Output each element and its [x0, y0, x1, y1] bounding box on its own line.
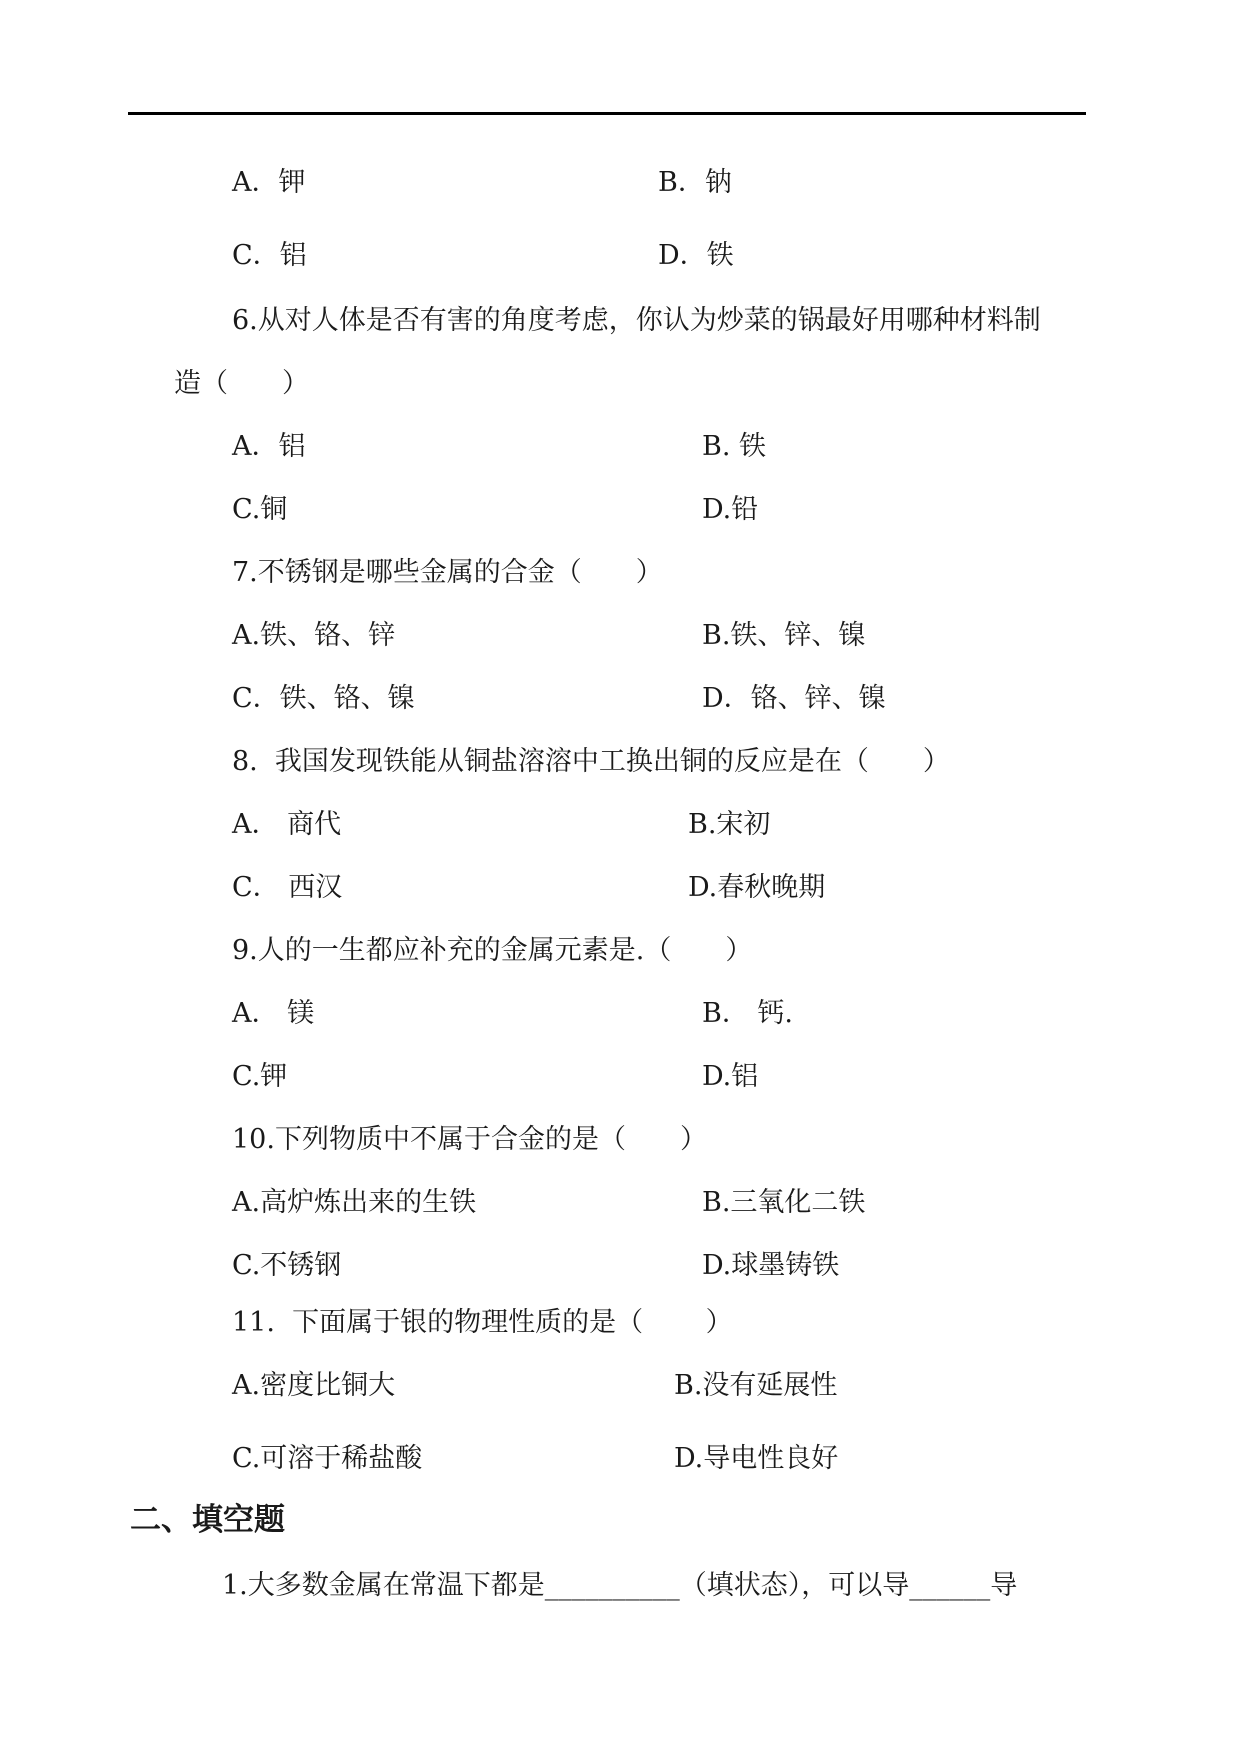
q7-option-b: B.铁、锌、镍 [702, 620, 866, 651]
q8-stem: 8. 我国发现铁能从铜盐溶溶中工换出铜的反应是在（ ） [232, 746, 950, 777]
q11-option-d: D.导电性良好 [674, 1443, 839, 1474]
q6-option-d: D.铅 [702, 494, 759, 525]
q9-stem: 9.人的一生都应补充的金属元素是.（ ） [232, 935, 753, 966]
q10-option-c: C.不锈钢 [232, 1250, 342, 1281]
q5-option-a: A．钾 [232, 167, 306, 198]
q10-stem: 10.下列物质中不属于合金的是（ ） [232, 1124, 707, 1155]
q5-option-b: B．钠 [658, 167, 732, 198]
q6-stem-line1: 6.从对人体是否有害的角度考虑，你认为炒菜的锅最好用哪种材料制 [232, 305, 1041, 336]
q8-option-d: D.春秋晚期 [688, 872, 826, 903]
q6-option-c: C.铜 [232, 494, 288, 525]
q7-option-c: C．铁、铬、镍 [232, 683, 415, 714]
q11-option-c: C.可溶于稀盐酸 [232, 1443, 423, 1474]
q8-option-b: B.宋初 [688, 809, 771, 840]
q9-option-b: B． 钙. [702, 998, 794, 1029]
q7-option-d: D．铬、锌、镍 [702, 683, 886, 714]
q11-option-a: A.密度比铜大 [232, 1370, 396, 1401]
q8-option-a: A． 商代 [232, 809, 342, 840]
q10-option-a: A.高炉炼出来的生铁 [232, 1187, 477, 1218]
q11-stem: 11. 下面属于银的物理性质的是（ ） [232, 1307, 733, 1338]
q9-option-d: D.铝 [702, 1061, 759, 1092]
q9-option-c: C.钾 [232, 1061, 288, 1092]
q9-option-a: A． 镁 [232, 998, 315, 1029]
q6-option-b: B. 铁 [702, 431, 767, 462]
header-rule [128, 112, 1086, 115]
q5-option-c: C．铝 [232, 240, 307, 271]
q7-option-a: A.铁、铬、锌 [232, 620, 396, 651]
q6-option-a: A．铝 [232, 431, 306, 462]
q10-option-d: D.球墨铸铁 [702, 1250, 840, 1281]
q7-stem: 7.不锈钢是哪些金属的合金（ ） [232, 557, 663, 588]
q10-option-b: B.三氧化二铁 [702, 1187, 866, 1218]
fill-blank-q1: 1.大多数金属在常温下都是__________（填状态），可以导______导 [222, 1570, 1018, 1601]
section-heading: 二、填空题 [130, 1502, 285, 1538]
q6-stem-line2: 造（ ） [174, 368, 309, 399]
q8-option-c: C． 西汉 [232, 872, 343, 903]
q11-option-b: B.没有延展性 [674, 1370, 838, 1401]
q5-option-d: D．铁 [658, 240, 734, 271]
